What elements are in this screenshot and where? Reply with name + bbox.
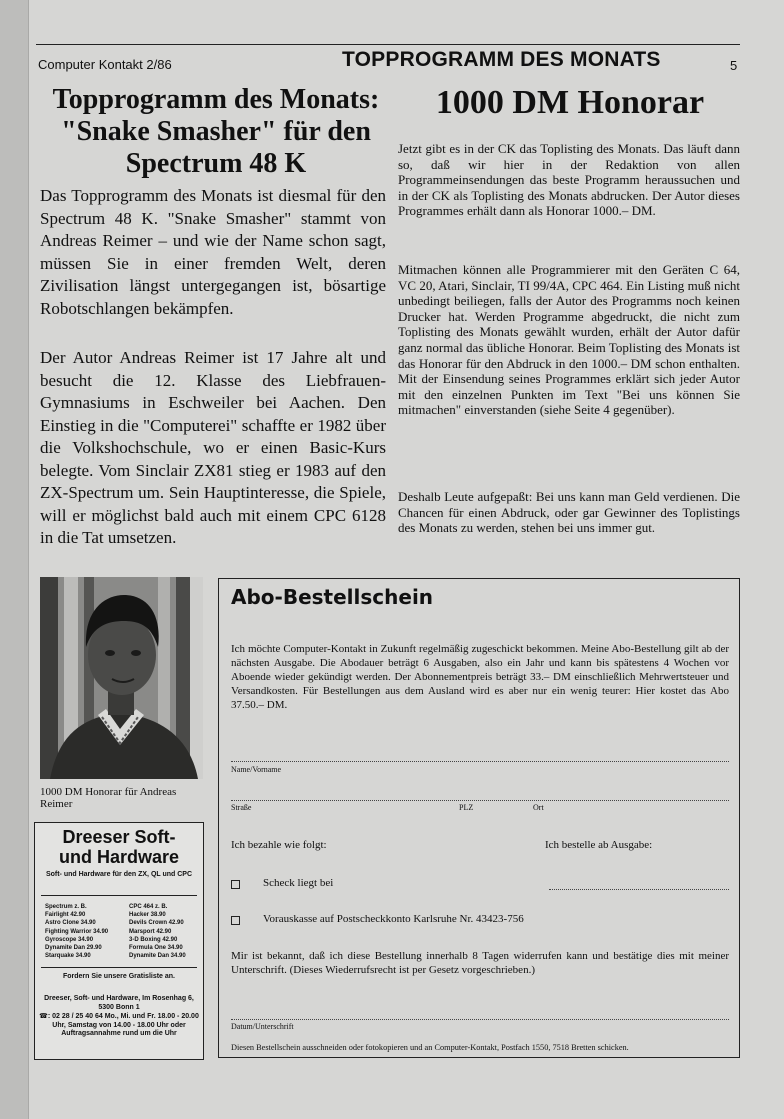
ad-call-to-action: Fordern Sie unsere Gratisliste an. bbox=[62, 973, 176, 980]
ad-title: Dreeser Soft- und Hardware bbox=[58, 827, 180, 867]
right-article-paragraph: Deshalb Leute aufgepaßt: Bei uns kann man Geld verdienen. Die Chancen für einen Abdruck, oder gar Gewinner des Toplistings des Monats zu werden, stehen bei uns immer gut. bbox=[398, 489, 740, 536]
cheque-option-label: Scheck liegt bei bbox=[263, 877, 334, 889]
form-title: Abo-Bestellschein bbox=[231, 585, 434, 609]
start-issue-label: Ich bestelle ab Ausgabe: bbox=[545, 839, 653, 851]
left-article-title: Topprogramm des Monats: "Snake Smasher" für den Spectrum 48 K bbox=[52, 84, 380, 179]
prepayment-option-label: Vorauskasse auf Postscheckkonto Karlsruhe Nr. 43423-756 bbox=[263, 913, 524, 925]
name-label: Name/Vorname bbox=[231, 765, 282, 774]
ad-cpc-list: CPC 464 z. B. Hacker 38.90 Devils Crown 42.90 Marsport 42.90 3-D Boxing 42.90 Formula One 34.90 Dynamite Dan 34.90 bbox=[129, 904, 186, 960]
cheque-checkbox[interactable] bbox=[231, 880, 240, 889]
form-footer: Diesen Bestellschein ausschneiden oder fotokopieren und an Computer-Kontakt, Postfach 1550, 7518 Bretten schicken. bbox=[231, 1043, 629, 1052]
ad-divider bbox=[41, 967, 197, 968]
header-rule bbox=[36, 44, 740, 45]
ad-phone-hours: ☎: 02 28 / 25 40 64 Mo., Mi. und Fr. 18.00 - 20.00 Uhr, Samstag von 14.00 - 18.00 Uhr oder Auftragsannahme rund um die Uhr bbox=[39, 1013, 199, 1037]
right-article-paragraph: Mitmachen können alle Programmierer mit den Geräten C 64, VC 20, Atari, Sinclair, TI 99/4A, CPC 464. Ein Listing muß nicht unbedingt beiliegen, falls der Autor des Programms noch keinen Drucker hat. Werden Programme abgedruckt, die nicht zum Toplisting des Monats gewählt wurden, erhält der Autor dafür ganz normal das übliche Honorar. Beim Toplisting des Monats ist das Honorar für den Abdruck in den 1000.– DM schon enthalten. Mit der Einsendung seines Programmes erklärt sich jeder Autor mit den einzelnen Punkten im Text "Bei uns können Sie mitmachen" einverstanden (siehe Seite 4 gegenüber). bbox=[398, 262, 740, 418]
binding-gutter bbox=[0, 0, 29, 1119]
signature-label: Datum/Unterschrift bbox=[231, 1022, 294, 1031]
author-photo bbox=[40, 577, 203, 779]
address-field[interactable] bbox=[231, 800, 729, 801]
ad-divider bbox=[41, 895, 197, 896]
ad-spectrum-list: Spectrum z. B. Fairlight 42.90 Astro Clone 34.90 Fighting Warrior 34.90 Gyroscope 34.90 Dynamite Dan 29.90 Starquake 34.90 bbox=[45, 904, 109, 960]
name-field[interactable] bbox=[231, 761, 729, 762]
revocation-notice: Mir ist bekannt, daß ich diese Bestellung innerhalb 8 Tagen widerrufen kann und bestätige dies mit meiner Unterschrift. (Dieses Wiederrufsrecht ist per Gesetz vorgeschrieben.) bbox=[231, 950, 729, 976]
page-number: 5 bbox=[730, 58, 738, 73]
photo-caption: 1000 DM Honorar für Andreas Reimer bbox=[40, 786, 177, 810]
city-label: Ort bbox=[533, 803, 544, 812]
right-article-title: 1000 DM Honorar bbox=[435, 84, 705, 121]
section-title: TOPPROGRAMM DES MONATS bbox=[342, 48, 661, 71]
form-intro: Ich möchte Computer-Kontakt in Zukunft regelmäßig zugeschickt bekommen. Meine Abo-Bestellung gilt ab der nächsten Ausgabe. Die Abodauer beträgt 6 Ausgaben, also ein Jahr und kann bis spätestens 4 Wochen vor Aboende wieder gekündigt werden. Der Abonnementpreis beträgt 33.– DM einschließlich Mehrwertsteuer und Versandkosten. Für Bestellungen aus dem Ausland wird es aber nur ein wenig teurer: Hier kostet das Abo 37.50.– DM. bbox=[231, 643, 729, 711]
payment-label: Ich bezahle wie folgt: bbox=[231, 839, 327, 851]
left-article-paragraph: Der Autor Andreas Reimer ist 17 Jahre alt und besucht die 12. Klasse des Liebfrauen-Gymnasiums in Eschweiler bei Aachen. Den Einstieg in die "Computerei" schaffte er 1982 über die Volkshochschule, wo er einen Basic-Kurs belegte. Vom Sinclair ZX81 stieg er 1983 auf den ZX-Spectrum um. Sein Hauptinteresse, die Spiele, will er möglichst bald auch mit einem CPC 6128 in die Tat umsetzen. bbox=[40, 348, 386, 547]
prepayment-checkbox[interactable] bbox=[231, 916, 240, 925]
subscription-form bbox=[218, 578, 740, 1058]
start-issue-field[interactable] bbox=[549, 889, 729, 890]
right-article-paragraph: Jetzt gibt es in der CK das Toplisting des Monats. Das läuft dann so, daß wir hier in der Redaktion von allen Programmeinsendungen das beste Programm heraussuchen und in der CK als Toplisting des Monats abdrucken. Der Autor dieses Programmes erhält dann als Honorar 1000.– DM. bbox=[398, 141, 740, 219]
plz-label: PLZ bbox=[459, 803, 474, 812]
ad-address: Dreeser, Soft- und Hardware, Im Rosenhag 6, 5300 Bonn 1 bbox=[44, 995, 194, 1011]
magazine-issue: Computer Kontakt 2/86 bbox=[38, 57, 172, 72]
ad-subtitle: Soft- und Hardware für den ZX, QL und CPC bbox=[45, 871, 193, 878]
left-article-paragraph: Das Topprogramm des Monats ist diesmal für den Spectrum 48 K. "Snake Smasher" stammt von Andreas Reimer – und wie der Name schon sagt, müssen Sie in einer fremden Welt, deren Zivilisation längst untergegangen ist, bösartige Robotschlangen bekämpfen. bbox=[40, 186, 386, 318]
signature-field[interactable] bbox=[231, 1019, 729, 1020]
dreeser-advertisement bbox=[34, 822, 204, 1060]
street-label: Straße bbox=[231, 803, 252, 812]
